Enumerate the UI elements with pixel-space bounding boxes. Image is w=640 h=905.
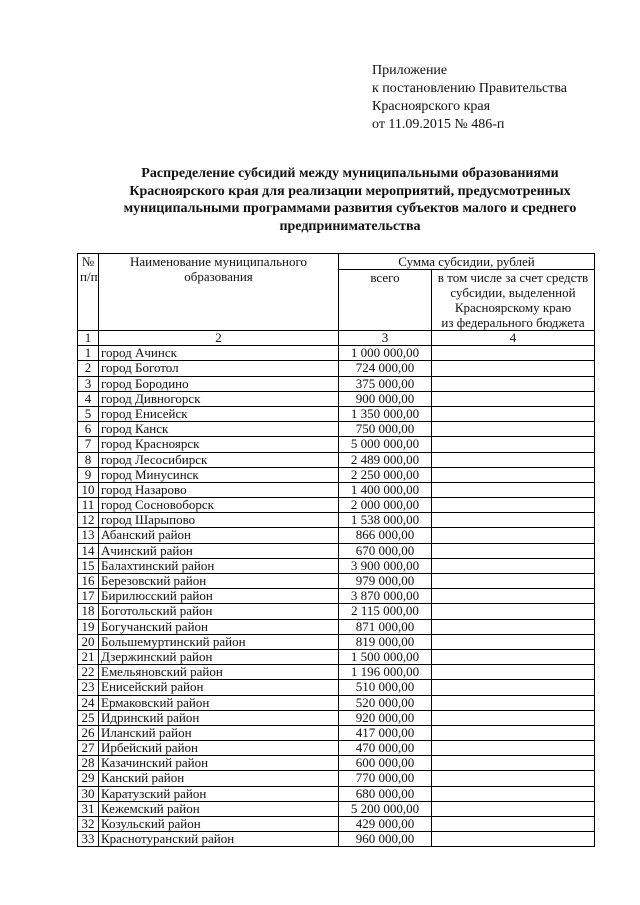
table-row — [78, 725, 595, 740]
subsidy-total: 417 000,00 — [339, 725, 432, 740]
title-line: Распределение субсидий между муниципальными образованиями — [141, 166, 559, 181]
appendix-line: Красноярского края — [372, 99, 491, 114]
row-number: 28 — [78, 756, 99, 771]
row-number: 16 — [78, 574, 99, 589]
title-line: муниципальными программами развития субъектов малого и среднего — [123, 201, 577, 216]
subsidy-federal — [432, 452, 595, 467]
subsidy-federal — [432, 741, 595, 756]
row-number: 2 — [78, 361, 99, 376]
row-number: 18 — [78, 604, 99, 619]
subsidy-federal — [432, 406, 595, 421]
document-title — [60, 165, 640, 235]
row-number: 3 — [78, 376, 99, 391]
subsidy-total: 1 350 000,00 — [339, 406, 432, 421]
municipality-name: город Сосновоборск — [99, 498, 339, 513]
subsidy-total: 979 000,00 — [339, 574, 432, 589]
column-number: 1 — [78, 331, 99, 346]
subsidy-total: 1 538 000,00 — [339, 513, 432, 528]
row-number: 33 — [78, 832, 99, 847]
subsidy-federal — [432, 346, 595, 361]
header-name — [99, 254, 339, 331]
subsidy-total: 2 489 000,00 — [339, 452, 432, 467]
subsidy-total: 429 000,00 — [339, 817, 432, 832]
subsidy-federal — [432, 467, 595, 482]
header-federal-line: в том числе за счет средств — [437, 270, 589, 285]
row-number: 20 — [78, 634, 99, 649]
municipality-name: Канский район — [99, 771, 339, 786]
subsidy-federal — [432, 376, 595, 391]
municipality-name: Емельяновский район — [99, 665, 339, 680]
municipality-name: Казачинский район — [99, 756, 339, 771]
subsidy-federal — [432, 619, 595, 634]
subsidy-total: 819 000,00 — [339, 634, 432, 649]
row-number: 27 — [78, 741, 99, 756]
table-row — [78, 558, 595, 573]
table-row — [78, 634, 595, 649]
table-row — [78, 786, 595, 801]
header-federal-line: субсидии, выделенной — [450, 285, 576, 300]
header-name-line2: образования — [184, 269, 253, 284]
row-number: 24 — [78, 695, 99, 710]
municipality-name: Березовский район — [99, 574, 339, 589]
row-number: 29 — [78, 771, 99, 786]
column-number: 2 — [99, 331, 339, 346]
table-row — [78, 589, 595, 604]
header-num-line1: № — [81, 254, 95, 269]
municipality-name: город Минусинск — [99, 467, 339, 482]
subsidy-federal — [432, 801, 595, 816]
municipality-name: Богучанский район — [99, 619, 339, 634]
table-row — [78, 391, 595, 406]
subsidy-total: 2 250 000,00 — [339, 467, 432, 482]
municipality-name: Большемуртинский район — [99, 634, 339, 649]
subsidy-federal — [432, 634, 595, 649]
subsidy-federal — [432, 574, 595, 589]
municipality-name: город Боготол — [99, 361, 339, 376]
subsidy-federal — [432, 786, 595, 801]
row-number: 21 — [78, 649, 99, 664]
subsidy-total: 600 000,00 — [339, 756, 432, 771]
table-row — [78, 422, 595, 437]
subsidy-total: 750 000,00 — [339, 422, 432, 437]
subsidy-total: 871 000,00 — [339, 619, 432, 634]
table-row — [78, 543, 595, 558]
header-name-line1: Наименование муниципального — [129, 254, 308, 269]
table-header-row — [78, 254, 595, 270]
table-row — [78, 574, 595, 589]
subsidy-federal — [432, 771, 595, 786]
subsidy-total: 510 000,00 — [339, 680, 432, 695]
municipality-name: город Красноярск — [99, 437, 339, 452]
subsidy-federal — [432, 361, 595, 376]
table-row — [78, 695, 595, 710]
row-number: 12 — [78, 513, 99, 528]
column-number: 4 — [432, 331, 595, 346]
municipality-name: Дзержинский район — [99, 649, 339, 664]
municipality-name: город Назарово — [99, 482, 339, 497]
table-row — [78, 832, 595, 847]
municipality-name: Ермаковский район — [99, 695, 339, 710]
subsidy-federal — [432, 665, 595, 680]
table-row — [78, 649, 595, 664]
row-number: 19 — [78, 619, 99, 634]
title-line: предпринимательства — [279, 218, 421, 234]
subsidy-federal — [432, 391, 595, 406]
municipality-name: Каратузский район — [99, 786, 339, 801]
subsidy-total: 1 500 000,00 — [339, 649, 432, 664]
row-number: 30 — [78, 786, 99, 801]
municipality-name: Козульский район — [99, 817, 339, 832]
municipality-name: город Бородино — [99, 376, 339, 391]
subsidy-total: 5 200 000,00 — [339, 801, 432, 816]
table-row — [78, 756, 595, 771]
table-row — [78, 771, 595, 786]
appendix-line: Приложение — [372, 63, 448, 78]
header-federal — [432, 270, 595, 331]
subsidy-federal — [432, 558, 595, 573]
table-row — [78, 801, 595, 816]
row-number: 26 — [78, 725, 99, 740]
municipality-name: Бирилюсский район — [99, 589, 339, 604]
row-number: 10 — [78, 482, 99, 497]
subsidy-federal — [432, 482, 595, 497]
header-total: всего — [339, 270, 432, 331]
subsidy-federal — [432, 589, 595, 604]
municipality-name: Идринский район — [99, 710, 339, 725]
subsidy-federal — [432, 543, 595, 558]
subsidy-total: 2 000 000,00 — [339, 498, 432, 513]
row-number: 15 — [78, 558, 99, 573]
subsidy-federal — [432, 817, 595, 832]
subsidy-total: 3 870 000,00 — [339, 589, 432, 604]
table-row — [78, 665, 595, 680]
table-row — [78, 604, 595, 619]
subsidy-federal — [432, 695, 595, 710]
table-row — [78, 619, 595, 634]
table-row — [78, 452, 595, 467]
title-line: Красноярского края для реализации мероприятий, предусмотренных — [129, 183, 571, 199]
subsidy-federal — [432, 528, 595, 543]
header-num — [78, 254, 99, 331]
row-number: 14 — [78, 543, 99, 558]
subsidy-federal — [432, 498, 595, 513]
table-row — [78, 528, 595, 543]
subsidy-total: 724 000,00 — [339, 361, 432, 376]
table-row — [78, 406, 595, 421]
subsidy-total: 680 000,00 — [339, 786, 432, 801]
subsidy-total: 770 000,00 — [339, 771, 432, 786]
row-number: 4 — [78, 391, 99, 406]
municipality-name: Енисейский район — [99, 680, 339, 695]
municipality-name: город Канск — [99, 422, 339, 437]
table-row — [78, 482, 595, 497]
appendix-line: от 11.09.2015 № 486-п — [372, 117, 505, 132]
row-number: 6 — [78, 422, 99, 437]
subsidy-total: 866 000,00 — [339, 528, 432, 543]
header-num-line2: п/п — [80, 269, 98, 284]
subsidy-federal — [432, 604, 595, 619]
municipality-name: Иланский район — [99, 725, 339, 740]
header-sum: Сумма субсидии, рублей — [339, 254, 595, 270]
municipality-name: город Шарыпово — [99, 513, 339, 528]
table-row — [78, 741, 595, 756]
municipality-name: Абанский район — [99, 528, 339, 543]
row-number: 9 — [78, 467, 99, 482]
row-number: 25 — [78, 710, 99, 725]
subsidy-total: 1 000 000,00 — [339, 346, 432, 361]
table-row — [78, 498, 595, 513]
table-row — [78, 817, 595, 832]
row-number: 31 — [78, 801, 99, 816]
municipality-name: город Енисейск — [99, 406, 339, 421]
municipality-name: город Ачинск — [99, 346, 339, 361]
municipality-name: Кежемский район — [99, 801, 339, 816]
table-row — [78, 361, 595, 376]
subsidy-federal — [432, 725, 595, 740]
municipality-name: Балахтинский район — [99, 558, 339, 573]
subsidy-federal — [432, 710, 595, 725]
subsidy-total: 520 000,00 — [339, 695, 432, 710]
table-row — [78, 513, 595, 528]
subsidy-table — [77, 253, 595, 847]
row-number: 1 — [78, 346, 99, 361]
subsidy-total: 920 000,00 — [339, 710, 432, 725]
row-number: 8 — [78, 452, 99, 467]
subsidy-total: 375 000,00 — [339, 376, 432, 391]
subsidy-total: 2 115 000,00 — [339, 604, 432, 619]
column-number: 3 — [339, 331, 432, 346]
municipality-name: город Дивногорск — [99, 391, 339, 406]
row-number: 23 — [78, 680, 99, 695]
row-number: 22 — [78, 665, 99, 680]
municipality-name: Боготольский район — [99, 604, 339, 619]
table-row — [78, 437, 595, 452]
subsidy-total: 960 000,00 — [339, 832, 432, 847]
subsidy-total: 3 900 000,00 — [339, 558, 432, 573]
municipality-name: Ирбейский район — [99, 741, 339, 756]
subsidy-total: 900 000,00 — [339, 391, 432, 406]
column-number-row — [78, 331, 595, 346]
municipality-name: Ачинский район — [99, 543, 339, 558]
subsidy-total: 670 000,00 — [339, 543, 432, 558]
subsidy-federal — [432, 680, 595, 695]
header-federal-line: Красноярскому краю — [454, 300, 572, 315]
subsidy-total: 470 000,00 — [339, 741, 432, 756]
subsidy-federal — [432, 649, 595, 664]
row-number: 5 — [78, 406, 99, 421]
header-federal-line: из федерального бюджета — [441, 315, 585, 330]
subsidy-federal — [432, 756, 595, 771]
table-row — [78, 376, 595, 391]
subsidy-total: 1 196 000,00 — [339, 665, 432, 680]
table-row — [78, 680, 595, 695]
row-number: 7 — [78, 437, 99, 452]
row-number: 32 — [78, 817, 99, 832]
subsidy-total: 1 400 000,00 — [339, 482, 432, 497]
subsidy-total: 5 000 000,00 — [339, 437, 432, 452]
table-row — [78, 346, 595, 361]
appendix-line: к постановлению Правительства — [372, 81, 568, 96]
municipality-name: город Лесосибирск — [99, 452, 339, 467]
subsidy-federal — [432, 832, 595, 847]
table-row — [78, 710, 595, 725]
subsidy-federal — [432, 513, 595, 528]
municipality-name: Краснотуранский район — [99, 832, 339, 847]
row-number: 11 — [78, 498, 99, 513]
row-number: 13 — [78, 528, 99, 543]
appendix-reference — [372, 62, 567, 134]
subsidy-federal — [432, 437, 595, 452]
subsidy-federal — [432, 422, 595, 437]
row-number: 17 — [78, 589, 99, 604]
table-row — [78, 467, 595, 482]
